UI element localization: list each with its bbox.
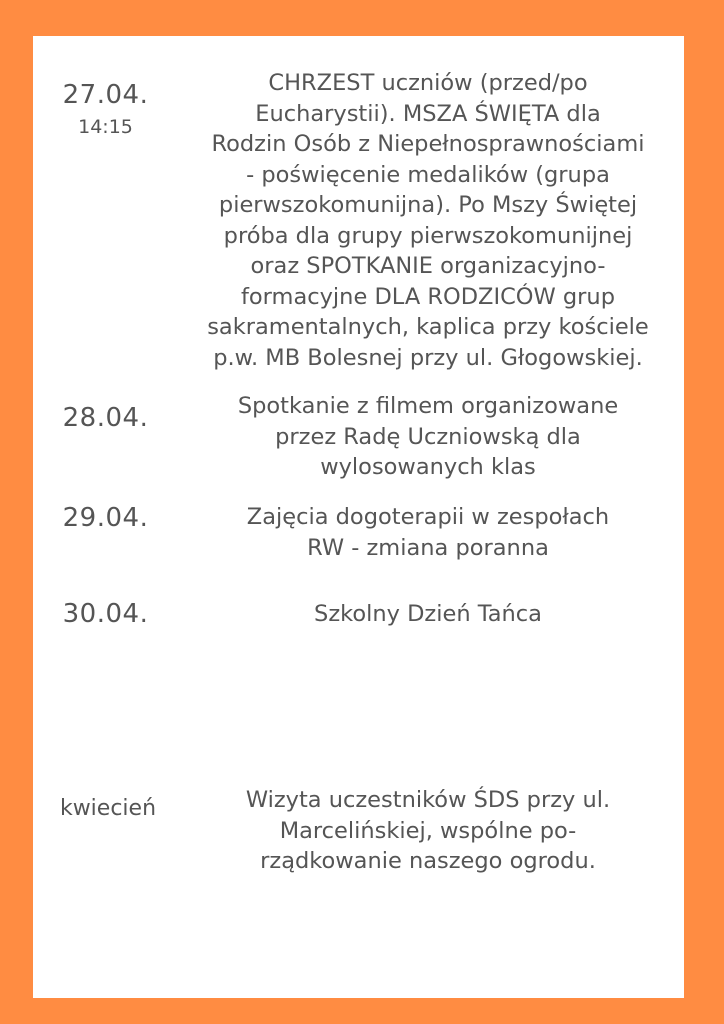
event-description-2: Spotkanie z filmem organizowane przez Radę Uczniowską dla wylosowanych klas bbox=[237, 393, 619, 480]
date-label-4: 30.04. bbox=[62, 599, 149, 629]
schedule-sheet bbox=[33, 36, 684, 998]
date-label-1: 27.04. bbox=[62, 80, 149, 110]
event-description-5: Wizyta uczestników ŚDS przy ul. Marcelińskiej, wspólne po- rządkowanie naszego ogrodu. bbox=[245, 787, 611, 874]
event-description-1: CHRZEST uczniów (przed/po Eucharystii). MSZA ŚWIĘTA dla Rodzin Osób z Niepełnosprawnościami - poświęcenie medalików (grupa pierwszokomunijna). Po Mszy Świętej próba dla grupy pierwszokomunijnej oraz SPOTKANIE organizacyjno- formacyjne DLA RODZICÓW grup sakramentalnych, kaplica przy kościele p.w. MB Bolesnej przy ul. Głogowskiej. bbox=[207, 70, 649, 371]
event-description-3: Zajęcia dogoterapii w zespołach RW - zmiana poranna bbox=[246, 504, 610, 561]
time-label-1: 14:15 bbox=[78, 116, 133, 138]
event-description-4: Szkolny Dzień Tańca bbox=[314, 601, 542, 627]
month-label: kwiecień bbox=[59, 796, 157, 821]
date-label-2: 28.04. bbox=[62, 403, 149, 433]
date-label-3: 29.04. bbox=[62, 503, 149, 533]
